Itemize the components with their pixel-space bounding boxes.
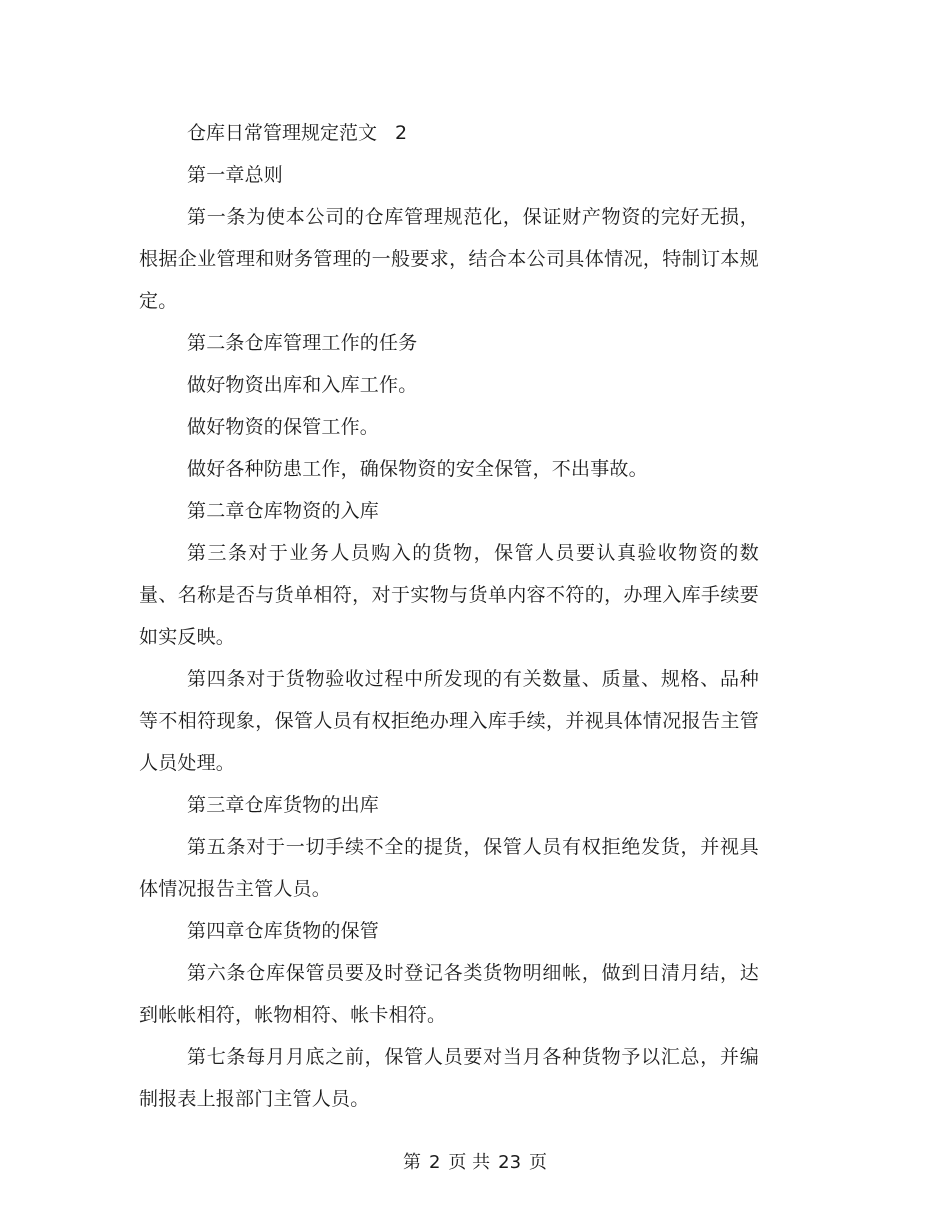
paragraph: 第一条为使本公司的仓库管理规范化，保证财产物资的完好无损，根据企业管理和财务管理的一般要求，结合本公司具体情况，特制订本规定。 — [139, 206, 759, 312]
page-footer — [0, 1150, 950, 1176]
paragraph: 第七条每月月底之前，保管人员要对当月各种货物予以汇总，并编制报表上报部门主管人员。 — [139, 1046, 759, 1110]
document-body — [139, 112, 759, 1120]
footer-suffix: 页 — [529, 1152, 548, 1173]
chapter-heading: 第三章仓库货物的出库 — [187, 794, 380, 816]
list-item: 做好物资出库和入库工作。 — [187, 374, 418, 396]
chapter-heading: 第四章仓库货物的保管 — [187, 920, 380, 942]
article-heading: 第二条仓库管理工作的任务 — [187, 332, 418, 354]
list-item: 做好各种防患工作，确保物资的安全保管，不出事故。 — [187, 458, 648, 480]
chapter-heading: 第一章总则 — [187, 164, 284, 186]
footer-middle: 页 共 — [448, 1152, 491, 1173]
title-text: 仓库日常管理规定范文 — [187, 122, 378, 144]
footer-page-number: 2 — [428, 1152, 441, 1173]
chapter-heading: 第二章仓库物资的入库 — [187, 500, 380, 522]
list-item: 做好物资的保管工作。 — [187, 416, 380, 438]
paragraph: 第五条对于一切手续不全的提货，保管人员有权拒绝发货，并视具体情况报告主管人员。 — [139, 836, 759, 900]
footer-total-pages: 23 — [498, 1152, 522, 1173]
title-number: 2 — [395, 122, 408, 144]
paragraph: 第三条对于业务人员购入的货物，保管人员要认真验收物资的数量、名称是否与货单相符，对于实物与货单内容不符的，办理入库手续要如实反映。 — [139, 542, 759, 648]
paragraph: 第四条对于货物验收过程中所发现的有关数量、质量、规格、品种等不相符现象，保管人员有权拒绝办理入库手续，并视具体情况报告主管人员处理。 — [139, 668, 759, 774]
footer-prefix: 第 — [402, 1152, 421, 1173]
document-title — [139, 112, 759, 154]
paragraph: 第六条仓库保管员要及时登记各类货物明细帐，做到日清月结，达到帐帐相符，帐物相符、帐卡相符。 — [139, 962, 759, 1026]
